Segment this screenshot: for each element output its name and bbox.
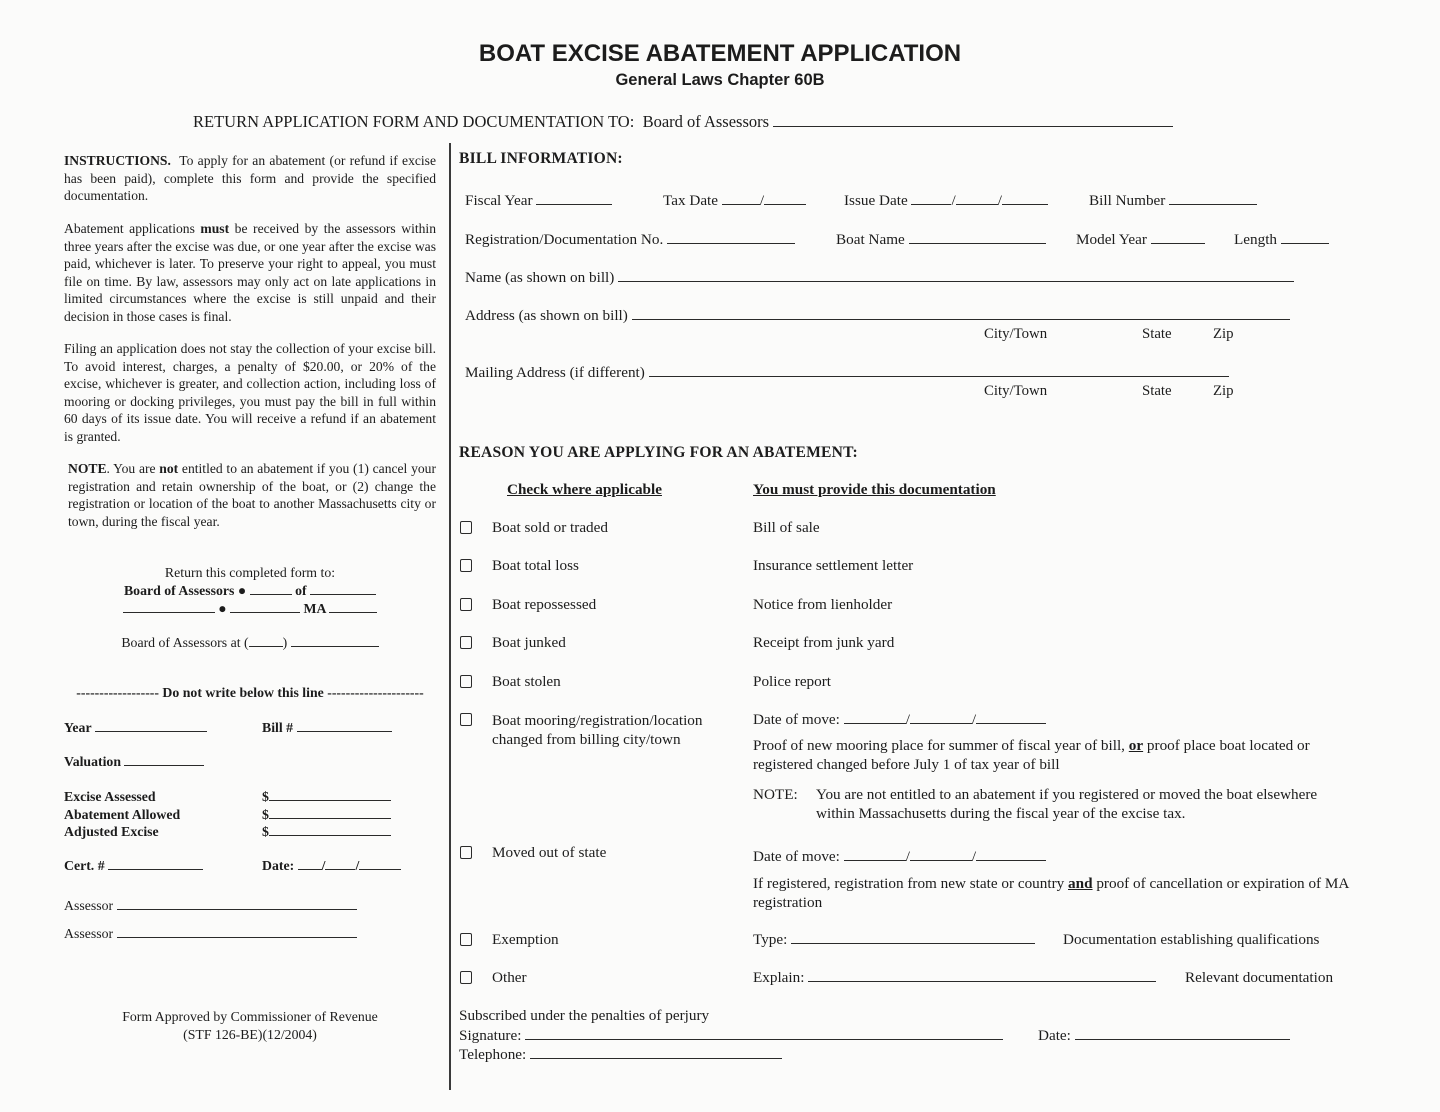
issue-date-blank — [911, 202, 951, 205]
reason-row-total-loss — [459, 557, 1389, 573]
phone-blank — [291, 644, 379, 647]
mooring-note — [753, 785, 1363, 823]
move-date-blank — [910, 858, 972, 861]
checkbox-repossessed[interactable] — [460, 598, 472, 611]
other-explain-blank — [808, 979, 1156, 982]
instructions-paragraph-1: INSTRUCTIONS. To apply for an abatement (or refund if excise has been paid), complete this form and provide the specified documentation. — [64, 153, 436, 204]
other-explain-label: Explain: — [753, 969, 805, 986]
bullet-icon: ● — [218, 601, 227, 616]
registration-number-blank — [667, 241, 795, 244]
reason-label: Exemption — [492, 931, 559, 948]
return-to-value: Board of Assessors — [642, 112, 770, 131]
assessor-row-1 — [64, 898, 357, 914]
date-of-move-label: Date of move: — [753, 848, 840, 865]
assessor-label: Assessor — [64, 926, 114, 941]
move-date-blank — [910, 721, 972, 724]
reason-row-junked — [459, 634, 1389, 650]
signature-date-label: Date: — [1038, 1027, 1071, 1044]
issue-date-label: Issue Date — [844, 192, 908, 209]
return-to-line — [193, 112, 1173, 132]
bill-information-heading: BILL INFORMATION: — [459, 150, 623, 167]
bill-number-blank — [297, 729, 392, 732]
signature-date-blank — [1075, 1037, 1290, 1040]
form-approval-block — [64, 1008, 436, 1044]
bill-number-blank — [1169, 202, 1257, 205]
date-of-move-label: Date of move: — [753, 711, 840, 728]
moved-doc-text: If registered, registration from new state or country and proof of cancellation or expiration of MA registration — [753, 875, 1349, 911]
do-not-write-divider: ------------------ Do not write below this line --------------------- — [76, 685, 424, 700]
street-blank — [123, 610, 215, 613]
valuation-row — [64, 754, 204, 770]
valuation-label: Valuation — [64, 754, 121, 769]
cert-date-row: Cert. # Date: / / — [64, 858, 436, 874]
mooring-date-of-move: Date of move: / / — [753, 711, 1046, 729]
model-year-label: Model Year — [1076, 231, 1147, 248]
name-on-bill-label: Name (as shown on bill) — [465, 269, 615, 286]
required-doc: Receipt from junk yard — [753, 634, 895, 651]
reason-label: Boat total loss — [492, 557, 579, 574]
page-title: BOAT EXCISE ABATEMENT APPLICATION — [478, 40, 962, 67]
return-to-blank — [773, 124, 1173, 127]
note-text: You are not entitled to an abatement if you registered or moved the boat elsewhere within Massachusetts during the fiscal year of the excise tax. — [816, 786, 1318, 822]
zip-label: Zip — [1213, 326, 1234, 342]
move-date-blank — [844, 721, 906, 724]
move-date-blank — [976, 858, 1046, 861]
required-doc: Insurance settlement letter — [753, 557, 914, 574]
exemption-type-blank — [791, 941, 1035, 944]
exemption-type-label: Type: — [753, 931, 788, 948]
mailing-address-blank — [649, 374, 1229, 377]
signature-row — [459, 1027, 1389, 1045]
excise-block: Excise Assessed $ Abatement Allowed $ Adjusted Excise $ — [64, 788, 436, 841]
date-month-blank — [298, 867, 322, 870]
reason-row-repossessed — [459, 596, 1389, 612]
return-form-block — [64, 564, 436, 652]
moved-date-of-move: Date of move: / / — [753, 848, 1046, 866]
reason-heading: REASON YOU ARE APPLYING FOR AN ABATEMENT: — [459, 444, 858, 461]
form-approval-line1: Form Approved by Commissioner of Revenue — [122, 1009, 378, 1024]
adjusted-excise-blank — [269, 833, 391, 836]
state-label: State — [1142, 326, 1172, 342]
required-doc: Bill of sale — [753, 519, 820, 536]
mailing-address-label: Mailing Address (if different) — [465, 364, 645, 381]
issue-date-blank — [1002, 202, 1048, 205]
instructions-note-paragraph: NOTE. You are not entitled to an abatement if you (1) cancel your registration and retain ownership of the boat, or (2) change the registration or location of the boat to another Massachusetts city or town, during the fiscal year. — [68, 461, 436, 529]
signature-label: Signature: — [459, 1027, 522, 1044]
cert-label: Cert. # — [64, 858, 105, 873]
fiscal-year-blank — [536, 202, 612, 205]
page-subtitle: General Laws Chapter 60B — [615, 71, 825, 89]
length-blank — [1281, 241, 1329, 244]
length-label: Length — [1234, 231, 1278, 248]
required-doc: Police report — [753, 673, 832, 690]
move-date-blank — [844, 858, 906, 861]
boat-name-label: Boat Name — [836, 231, 905, 248]
perjury-statement: Subscribed under the penalties of perjury — [459, 1007, 710, 1024]
return-form-line4: Board of Assessors at ( ) — [64, 634, 436, 652]
checkbox-stolen[interactable] — [460, 675, 472, 688]
abatement-allowed-blank — [269, 816, 391, 819]
state-label: State — [1142, 383, 1172, 399]
issue-date-blank — [956, 202, 998, 205]
reason-label: Boat junked — [492, 634, 566, 651]
telephone-blank — [530, 1056, 782, 1059]
reason-label: Boat sold or traded — [492, 519, 608, 536]
column-divider — [449, 143, 451, 1090]
excise-assessed-blank — [269, 798, 391, 801]
assessor-row-2 — [64, 926, 357, 942]
year-bill-row — [64, 720, 436, 736]
reason-label: Boat mooring/registration/location changed from billing city/town — [492, 712, 703, 748]
telephone-row — [459, 1046, 782, 1064]
date-day-blank — [325, 867, 355, 870]
zip-blank — [329, 610, 377, 613]
assessor-signature-blank — [117, 935, 357, 938]
zip-label: Zip — [1213, 383, 1234, 399]
check-column-header: Check where applicable — [507, 481, 662, 498]
registration-number-label: Registration/Documentation No. — [465, 231, 664, 248]
checkbox-mooring-change[interactable] — [460, 713, 472, 726]
reason-label: Boat repossessed — [492, 596, 597, 613]
boat-name-blank — [909, 241, 1046, 244]
reason-row-boat-sold — [459, 519, 1389, 535]
documentation-column-header: You must provide this documentation — [753, 481, 996, 498]
abatement-allowed-label: Abatement Allowed — [64, 806, 181, 822]
required-doc: Relevant documentation — [1185, 969, 1334, 986]
excise-assessed-label: Excise Assessed — [64, 789, 156, 804]
mooring-proof-text: Proof of new mooring place for summer of fiscal year of bill, or proof place boat located or registered changed before July 1 of tax year of bill — [753, 737, 1310, 773]
return-form-line2: Board of Assessors ● of — [64, 582, 436, 600]
move-date-blank — [976, 721, 1046, 724]
date-year-blank — [359, 867, 401, 870]
address-on-bill-blank — [632, 317, 1290, 320]
instructions-lead: INSTRUCTIONS. — [64, 153, 171, 168]
valuation-blank — [124, 763, 204, 766]
checkbox-boat-sold[interactable] — [460, 521, 472, 534]
tax-date-blank — [722, 202, 760, 205]
return-to-label: RETURN APPLICATION FORM AND DOCUMENTATION TO: — [193, 112, 635, 131]
instructions-paragraph-2: Abatement applications must be received by the assessors within three years after the excise was due, or one year after the excise was paid, whichever is later. To preserve your right to appeal, you must file on time. By law, assessors may only act on late applications in limited circumstances where the excise is still unpaid and their decision in those cases is final. — [64, 221, 437, 324]
required-doc: Documentation establishing qualifications — [1063, 931, 1320, 948]
reason-label: Other — [492, 969, 527, 986]
signature-blank — [525, 1037, 1003, 1040]
address-on-bill-label: Address (as shown on bill) — [465, 307, 628, 324]
checkbox-moved-out-of-state[interactable] — [460, 846, 472, 859]
bill-number-label: Bill # — [262, 720, 294, 735]
assessor-label: Assessor — [64, 898, 114, 913]
assessor-signature-blank — [117, 907, 357, 910]
telephone-label: Telephone: — [459, 1046, 527, 1063]
required-doc: Notice from lienholder — [753, 596, 893, 613]
cert-blank — [108, 867, 203, 870]
city-blank — [230, 610, 300, 613]
office-date-label: Date: — [262, 858, 295, 873]
bullet-icon: ● — [237, 583, 247, 598]
reason-row-stolen — [459, 673, 1389, 689]
year-blank — [95, 729, 207, 732]
form-number: (STF 126-BE)(12/2004) — [183, 1027, 317, 1042]
checkbox-junked[interactable] — [460, 636, 472, 649]
city-town-label: City/Town — [984, 383, 1048, 399]
city-town-label: City/Town — [984, 326, 1048, 342]
reason-label: Moved out of state — [492, 844, 607, 861]
instructions-paragraph-3: Filing an application does not stay the collection of your excise bill. To avoid interest, charges, a penalty of $20.00, or 20% of the excise, whichever is greater, and collection action, including loss of mooring or docking privileges, you must pay the bill in full within 60 days of its issue date. You will receive a refund if an abatement is granted. — [64, 341, 436, 444]
checkbox-other[interactable] — [460, 971, 472, 984]
checkbox-exemption[interactable] — [460, 933, 472, 946]
checkbox-total-loss[interactable] — [460, 559, 472, 572]
town-blank — [250, 592, 292, 595]
return-form-line3: ● MA — [64, 600, 436, 618]
tax-date-blank — [764, 202, 806, 205]
fiscal-year-label: Fiscal Year — [465, 192, 533, 209]
year-label: Year — [64, 720, 92, 735]
note-label: NOTE: — [753, 786, 798, 803]
phone-area-blank — [249, 644, 283, 647]
of-blank — [310, 592, 376, 595]
name-on-bill-blank — [618, 279, 1294, 282]
adjusted-excise-label: Adjusted Excise — [64, 824, 159, 839]
reason-label: Boat stolen — [492, 673, 561, 690]
bill-number-label: Bill Number — [1089, 192, 1166, 209]
return-form-line1: Return this completed form to: — [164, 565, 336, 580]
tax-date-label: Tax Date — [663, 192, 719, 209]
model-year-blank — [1151, 241, 1205, 244]
